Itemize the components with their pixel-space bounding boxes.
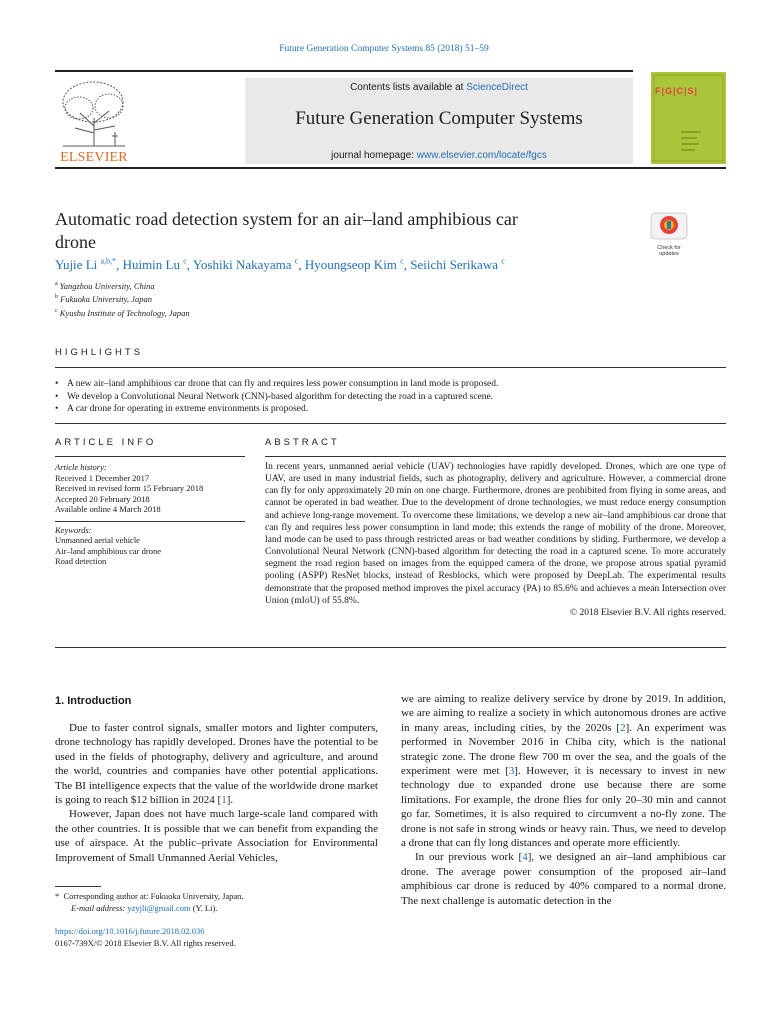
history-item: Received 1 December 2017 [55, 472, 150, 483]
history-item: Received in revised form 15 February 2018 [55, 483, 204, 493]
elsevier-tree-logo [55, 78, 133, 148]
keywords-label: Keywords: [55, 524, 92, 535]
title-line-1: Automatic road detection system for an air–land amphibious car [55, 209, 518, 229]
affiliation: $^c$ Kyushu Institute of Technology, Japan [55, 307, 190, 318]
abstract-rule [265, 456, 726, 457]
abstract-copyright: © 2018 Elsevier B.V. All rights reserved. [569, 607, 726, 618]
paper-title [55, 208, 615, 254]
introduction-heading: 1. Introduction [55, 695, 132, 707]
footnote [55, 891, 244, 914]
author[interactable]: Seiichi Serikawa $^c$ [410, 257, 505, 273]
left-column [55, 721, 378, 865]
abstract-text [265, 461, 726, 619]
highlight-item: • A car drone for operating in extreme environments is proposed. [55, 403, 735, 416]
highlights-heading: HIGHLIGHTS [55, 347, 144, 358]
reference-link[interactable]: 3 [508, 765, 515, 778]
check-updates-icon [650, 212, 688, 240]
highlights-list [55, 378, 735, 416]
article-info-rule [55, 456, 245, 457]
contents-line [245, 82, 633, 93]
homepage-prefix: journal homepage: [331, 150, 417, 161]
highlight-item: • A new air–land amphibious car drone that can fly and requires less power consumption in land mode is proposed. [55, 378, 735, 391]
cover-title: F|G|C|S| [655, 86, 699, 96]
header-rule-bottom [55, 167, 726, 169]
journal-citation[interactable]: Future Generation Computer Systems 85 (2018) 51–59 [279, 44, 489, 54]
article-history-label: Article history: [55, 462, 107, 472]
paragraph: we are aiming to realize delivery service by drone by 2019. In addition, we are aiming to realize a society in which autonomous drones are active in many areas, including cities, by the 2020s [2]. An experiment was performed in November 2016 in Chiba city, which is the national strategic zone. The drone flew 700 m over the sea, and the goals of the experiment were met [3]. However, it is necessary to invest in new technology due to expanded drone use because there are some limitations. For example, the drone flies for only 20–30 min and cannot go far. Sometimes, it is also required to circumvent a no-fly zone. The drone is not safe in strong winds or heavy rain. Thus, we need to develop a drone that can fly long distances and operate more efficiently. [401, 693, 726, 850]
keyword: Road detection [55, 556, 107, 566]
issn-copyright: 0167-739X/© 2018 Elsevier B.V. All rights reserved. [55, 937, 236, 948]
doi-block [55, 926, 236, 949]
check-for-updates-badge[interactable] [650, 212, 688, 257]
author[interactable]: Hyoungseop Kim $^c$ [304, 257, 404, 273]
homepage-link[interactable]: www.elsevier.com/locate/fgcs [416, 150, 547, 161]
check-updates-label: Check for updates [657, 245, 681, 257]
abstract-rule-bottom [55, 647, 726, 648]
keyword: Air–land amphibious car drone [55, 545, 161, 556]
header-rule-top [55, 70, 633, 72]
email-line: E-mail address: yzyjli@gmail.com (Y. Li). [71, 902, 218, 913]
article-info [55, 462, 245, 567]
paragraph: Due to faster control signals, smaller motors and lighter computers, drone technology has rapidly developed. Drones have the potential to be used in the fields of photography, delivery and agriculture, and around the world, countries and companies have other potential applications. The BI intelligence expects that the value of the worldwide drone market is going to reach $12 billion in 2024 [1]. [55, 722, 378, 807]
article-info-heading: ARTICLE INFO [55, 437, 157, 448]
title-line-2: drone [55, 232, 96, 252]
author[interactable]: Huimin Lu $^c$ [122, 257, 187, 273]
author[interactable]: Yoshiki Nakayama $^c$ [192, 257, 299, 273]
journal-title: Future Generation Computer Systems [295, 108, 583, 129]
history-item: Accepted 20 February 2018 [55, 493, 150, 504]
highlights-rule-bottom [55, 423, 726, 424]
paragraph: In our previous work [4], we designed an air–land amphibious car drone. The average power consumption of the proposed air–land amphibious car drone is reduced by 40% compared to a normal drone. The next challenge is automatic detection in the [401, 851, 727, 907]
affiliation: $^b$ Fukuoka University, Japan [55, 294, 152, 305]
highlights-rule [55, 367, 726, 368]
homepage-line [245, 150, 633, 161]
reference-link[interactable]: 1 [221, 794, 227, 807]
keywords-rule [55, 521, 245, 522]
history-item: Available online 4 March 2018 [55, 504, 161, 514]
footnote-rule [55, 886, 101, 887]
author-list: Yujie Li $^{a,b,*}$, Huimin Lu $^c$, Yoshiki Nakayama $^c$, Hyoungseop Kim $^c$, Seiichi Serikawa $^c$ [55, 257, 505, 273]
keyword: Unmanned aerial vehicle [55, 535, 140, 545]
elsevier-wordmark: ELSEVIER [60, 150, 128, 165]
reference-link[interactable]: 4 [522, 851, 528, 864]
doi-link[interactable]: https://doi.org/10.1016/j.future.2018.02.036 [55, 926, 205, 936]
abstract-body: In recent years, unmanned aerial vehicle (UAV) technologies have rapidly developed. Drones, which are one type of UAV, are used in many industrial fields, such as photography, delivery and agriculture. However, a commercial drone can fly for only approximately 20 min on one charge. Furthermore, drones are prohibited from flying in some areas, and cannot be operated in bad weather. Due to the development of drone technologies, we must reduce energy consumption and achieve long-range movement. To overcome these limitations, we develop a new air–land amphibious car drone that can fly and requires less power consumption in land mode; this extends the range of mobility of the drone. Moreover, land mode can be used to pass through restricted areas or bad weather conditions by sliding. Furthermore, we develop a Convolutional Neural Network (CNN)-based algorithm for detecting the road in a captured scene. To more accurately segment the road region based on images from the equipped camera of the drone, we propose atrous spatial pyramid pooling (ASPP) ResNet blocks, instead of Resblocks, which were proposed by DeepLab. The experimental results demonstrate that the proposed method improves the pixel accuracy (PA) to 85.6% and achieves a mean Intersection over Union (mIoU) of 55.8%. [265, 462, 726, 606]
paragraph: However, Japan does not have much large-scale land compared with the other countries. It is possible that we can benefit from expanding the use of airspace. At the public–private Association for Environmental Improvement of Small Unmanned Aerial Vehicles, [55, 808, 378, 864]
highlight-item: • We develop a Convolutional Neural Network (CNN)-based algorithm for detecting the road in a captured scene. [55, 391, 735, 404]
corresponding-author-note: * Corresponding author at: Fukuoka University, Japan. [55, 891, 244, 901]
contents-prefix: Contents lists available at [350, 82, 467, 93]
affiliations [55, 279, 190, 319]
reference-link[interactable]: 2 [620, 721, 626, 734]
right-column [401, 692, 726, 908]
affiliation: $^a$ Yangzhou University, China [55, 280, 155, 291]
abstract-heading: ABSTRACT [265, 437, 340, 448]
author[interactable]: Yujie Li $^{a,b,*}$ [55, 257, 117, 273]
sciencedirect-link[interactable]: ScienceDirect [466, 82, 528, 93]
email-link[interactable]: yzyjli@gmail.com [127, 902, 191, 913]
